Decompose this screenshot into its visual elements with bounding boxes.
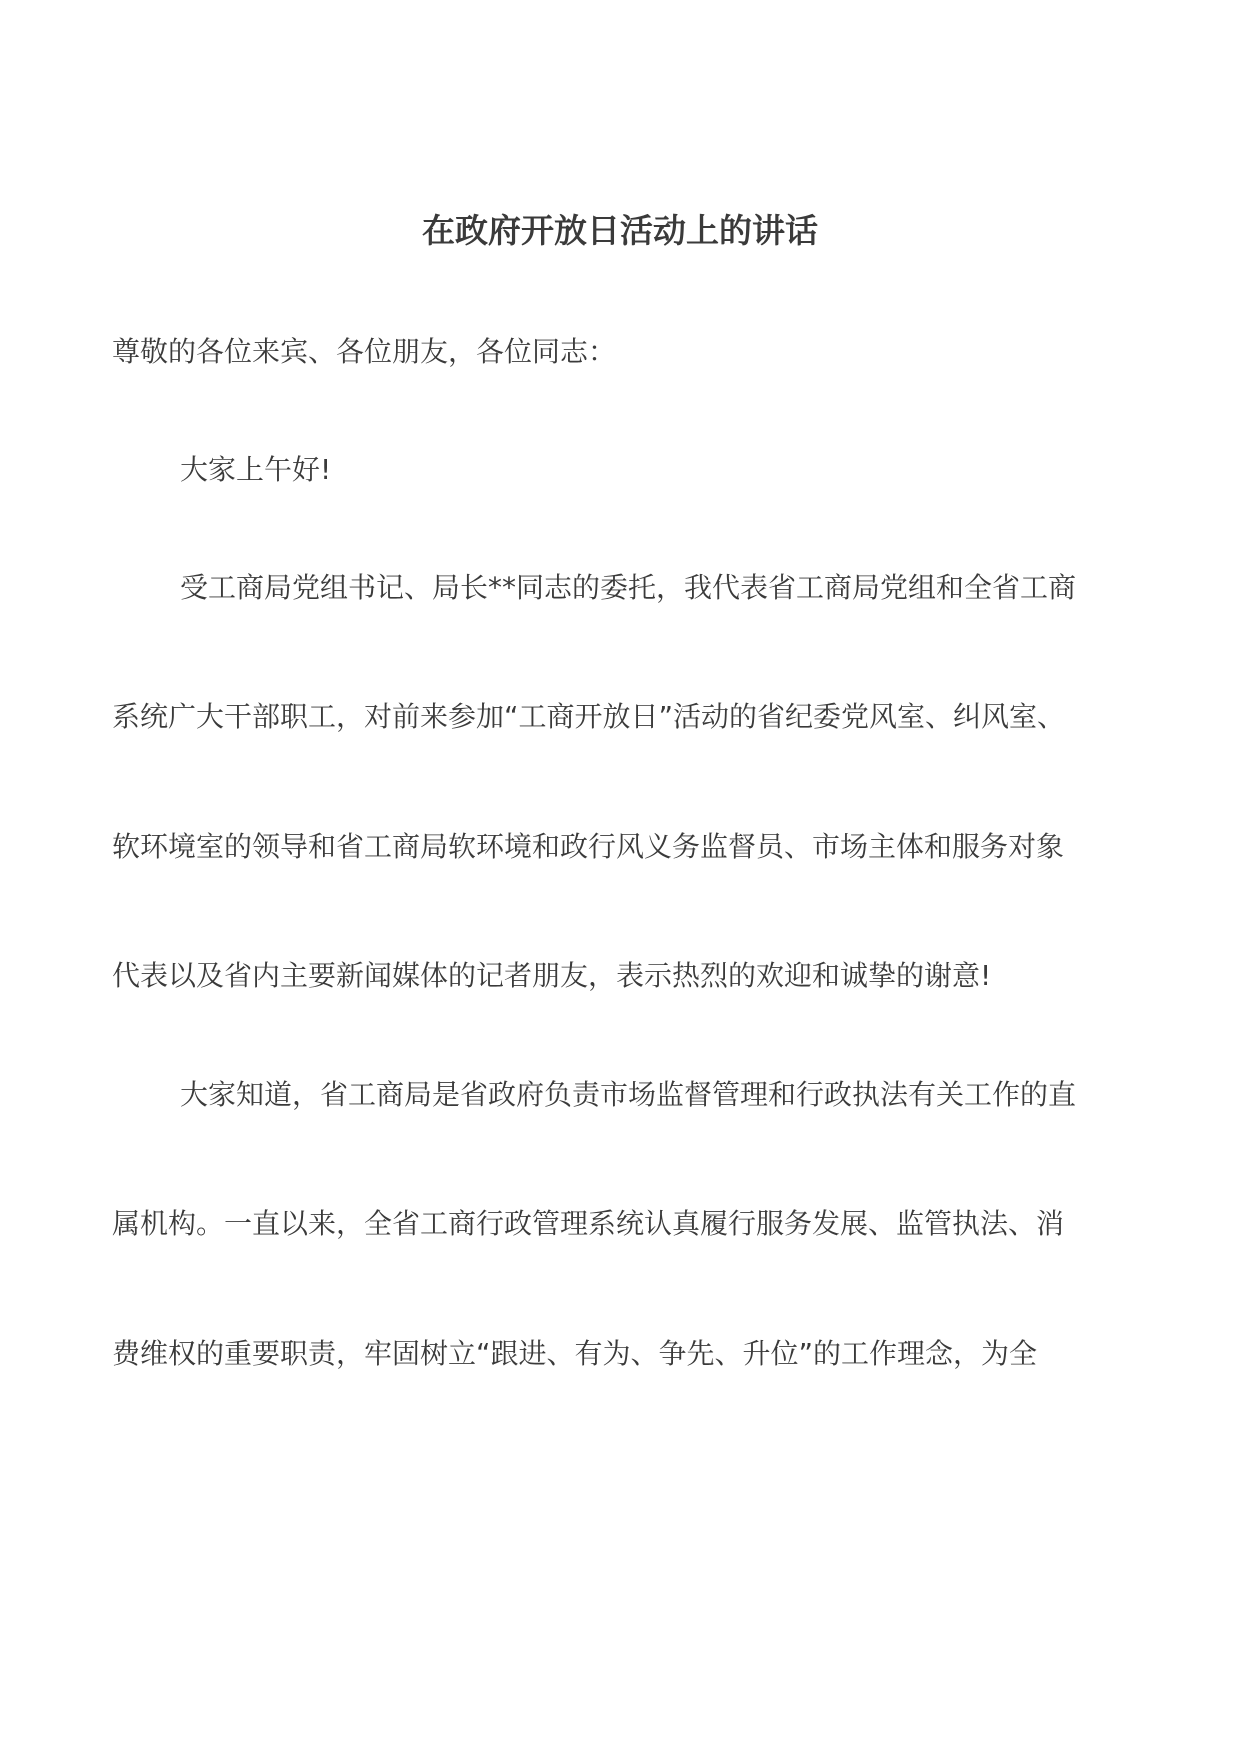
document-title: 在政府开放日活动上的讲话 — [422, 211, 818, 250]
paragraph-line: 费维权的重要职责，牢固树立“跟进、有为、争先、升位”的工作理念，为全 — [112, 1337, 1038, 1370]
paragraph-line: 大家知道，省工商局是省政府负责市场监督管理和行政执法有关工作的直 — [180, 1078, 1077, 1111]
paragraph-line: 软环境室的领导和省工商局软环境和政行风义务监督员、市场主体和服务对象 — [112, 830, 1065, 863]
salutation: 尊敬的各位来宾、各位朋友，各位同志： — [112, 335, 617, 368]
paragraph-line: 受工商局党组书记、局长**同志的委托，我代表省工商局党组和全省工商 — [180, 571, 1077, 604]
paragraph-line: 系统广大干部职工，对前来参加“工商开放日”活动的省纪委党风室、纠风室、 — [112, 700, 1066, 733]
paragraph-line: 代表以及省内主要新闻媒体的记者朋友，表示热烈的欢迎和诚挚的谢意! — [112, 959, 992, 992]
paragraph-line: 属机构。一直以来，全省工商行政管理系统认真履行服务发展、监管执法、消 — [112, 1207, 1065, 1240]
paragraph-line-greeting: 大家上午好! — [180, 453, 332, 486]
